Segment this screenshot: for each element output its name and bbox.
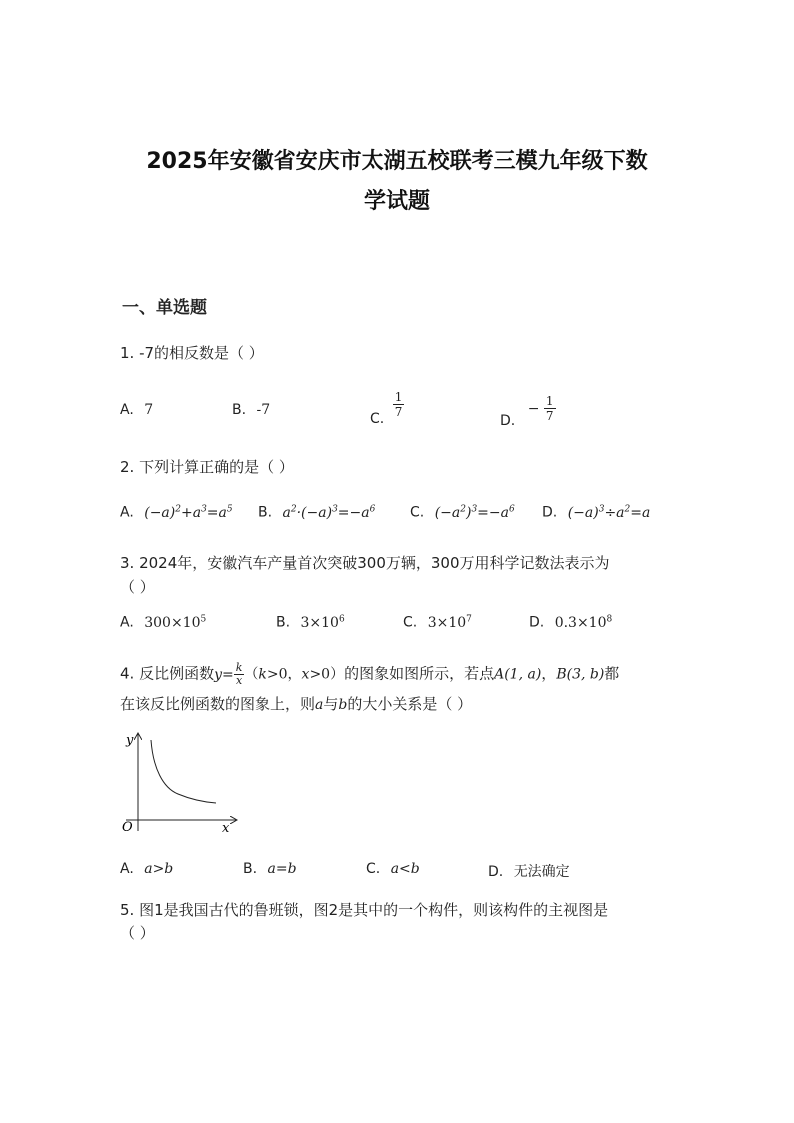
q1-option-b [232,402,270,418]
math-expression: $(-a)^2+a^3=a^5$ [144,504,233,521]
hyperbola-curve [151,740,216,803]
q3-option-b [276,614,345,631]
option-text: -7 [256,402,271,418]
q1-option-c [370,390,404,427]
q1-option-a [120,402,153,418]
origin-label: O [122,820,133,834]
option-label: C. [366,861,381,877]
option-label: A. [120,614,134,631]
option-label: D. [488,864,504,880]
option-label: C. [410,504,425,521]
option-label: D. [542,504,558,521]
x-axis-label: x [222,821,230,834]
q4-option-b [243,861,297,877]
option-label: A. [120,861,134,877]
option-label: B. [258,504,273,521]
q1-option-d [500,394,556,429]
question-4-stem-line2 [120,693,472,714]
math-expression: a<b [390,861,420,877]
option-text: 7 [144,402,154,418]
option-label: C. [403,614,418,631]
stem-text: 都 [604,664,620,683]
q3-option-d [529,614,612,631]
q4-option-a [120,861,173,877]
q2-option-a [120,504,233,521]
var-b: b [338,697,348,713]
function-formula: y= $\frac{k}{x}$ [214,661,243,687]
stem-text: 的大小关系是（ ） [347,695,473,713]
option-label: B. [276,614,291,631]
q2-option-d [542,504,650,521]
question-5-stem-line1: 5. 图1是我国古代的鲁班锁，图2是其中的一个构件，则该构件的主视图是 [120,901,609,919]
option-label: B. [243,861,258,877]
stem-text: 4. 反比例函数 [120,664,215,683]
question-3-stem-line2: （ ） [120,578,155,596]
question-5-stem-line2: （ ） [120,924,155,942]
q3-option-c [403,614,472,631]
condition: （k>0，x>0） [244,666,345,683]
question-1-stem: 1. -7的相反数是（ ） [120,344,264,362]
fraction-denominator: 7 [545,409,554,423]
math-expression: a=b [267,861,297,877]
point-b: B(3, b) [556,666,605,683]
inverse-function-graph [118,728,240,834]
page-title-line2: 学试题 [363,189,430,214]
math-expression: $(-a^2)^3=-a^6$ [434,504,515,521]
math-expression: $0.3\times 10^8$ [554,614,613,631]
option-label: B. [232,402,247,418]
option-label: C. [370,410,385,427]
math-expression: $(-a)^3\div a^2=a$ [567,504,651,521]
stem-text: 与 [323,695,339,713]
fraction-numerator: 1 [545,394,554,408]
stem-text: 的图象如图所示，若点 [344,664,495,683]
fraction-numerator: 1 [394,390,403,404]
math-expression: $300\times 10^5$ [144,614,207,631]
option-label: D. [529,614,545,631]
y-axis-label: y [126,733,134,748]
q4-option-c [366,861,420,877]
q2-option-b [258,504,375,521]
option-label: A. [120,402,134,418]
math-expression: a>b [144,861,174,877]
fraction-denominator: 7 [394,405,403,419]
minus-sign: − [527,400,540,417]
q3-option-a [120,614,206,631]
stem-text: 在该反比例函数的图象上，则 [120,695,316,713]
var-a: a [315,697,324,713]
fraction [393,390,405,419]
question-4-stem-line1: 4. 反比例函数y= $\frac{k}{x}$ （k>0，x>0）的图象如图所示，若点A(1, a)，B(3, b)都 [120,661,620,687]
math-expression: $a^2\cdot(-a)^3=-a^6$ [282,504,376,521]
q4-option-d [488,861,570,881]
option-label: A. [120,504,134,521]
question-3-stem-line1: 3. 2024年，安徽汽车产量首次突破300万辆，300万用科学记数法表示为 [120,554,610,572]
option-text: 无法确定 [513,864,570,880]
section-heading: 一、单选题 [122,298,207,318]
math-expression: $3\times 10^7$ [427,614,472,631]
math-expression: $3\times 10^6$ [300,614,345,631]
point-a: A(1, a) [494,666,542,683]
page-title-line1: 2025年安徽省安庆市太湖五校联考三模九年级下数 [146,149,648,174]
option-label: D. [500,412,516,429]
question-2-stem: 2. 下列计算正确的是（ ） [120,458,294,476]
fraction [544,394,556,423]
q2-option-c [410,504,515,521]
